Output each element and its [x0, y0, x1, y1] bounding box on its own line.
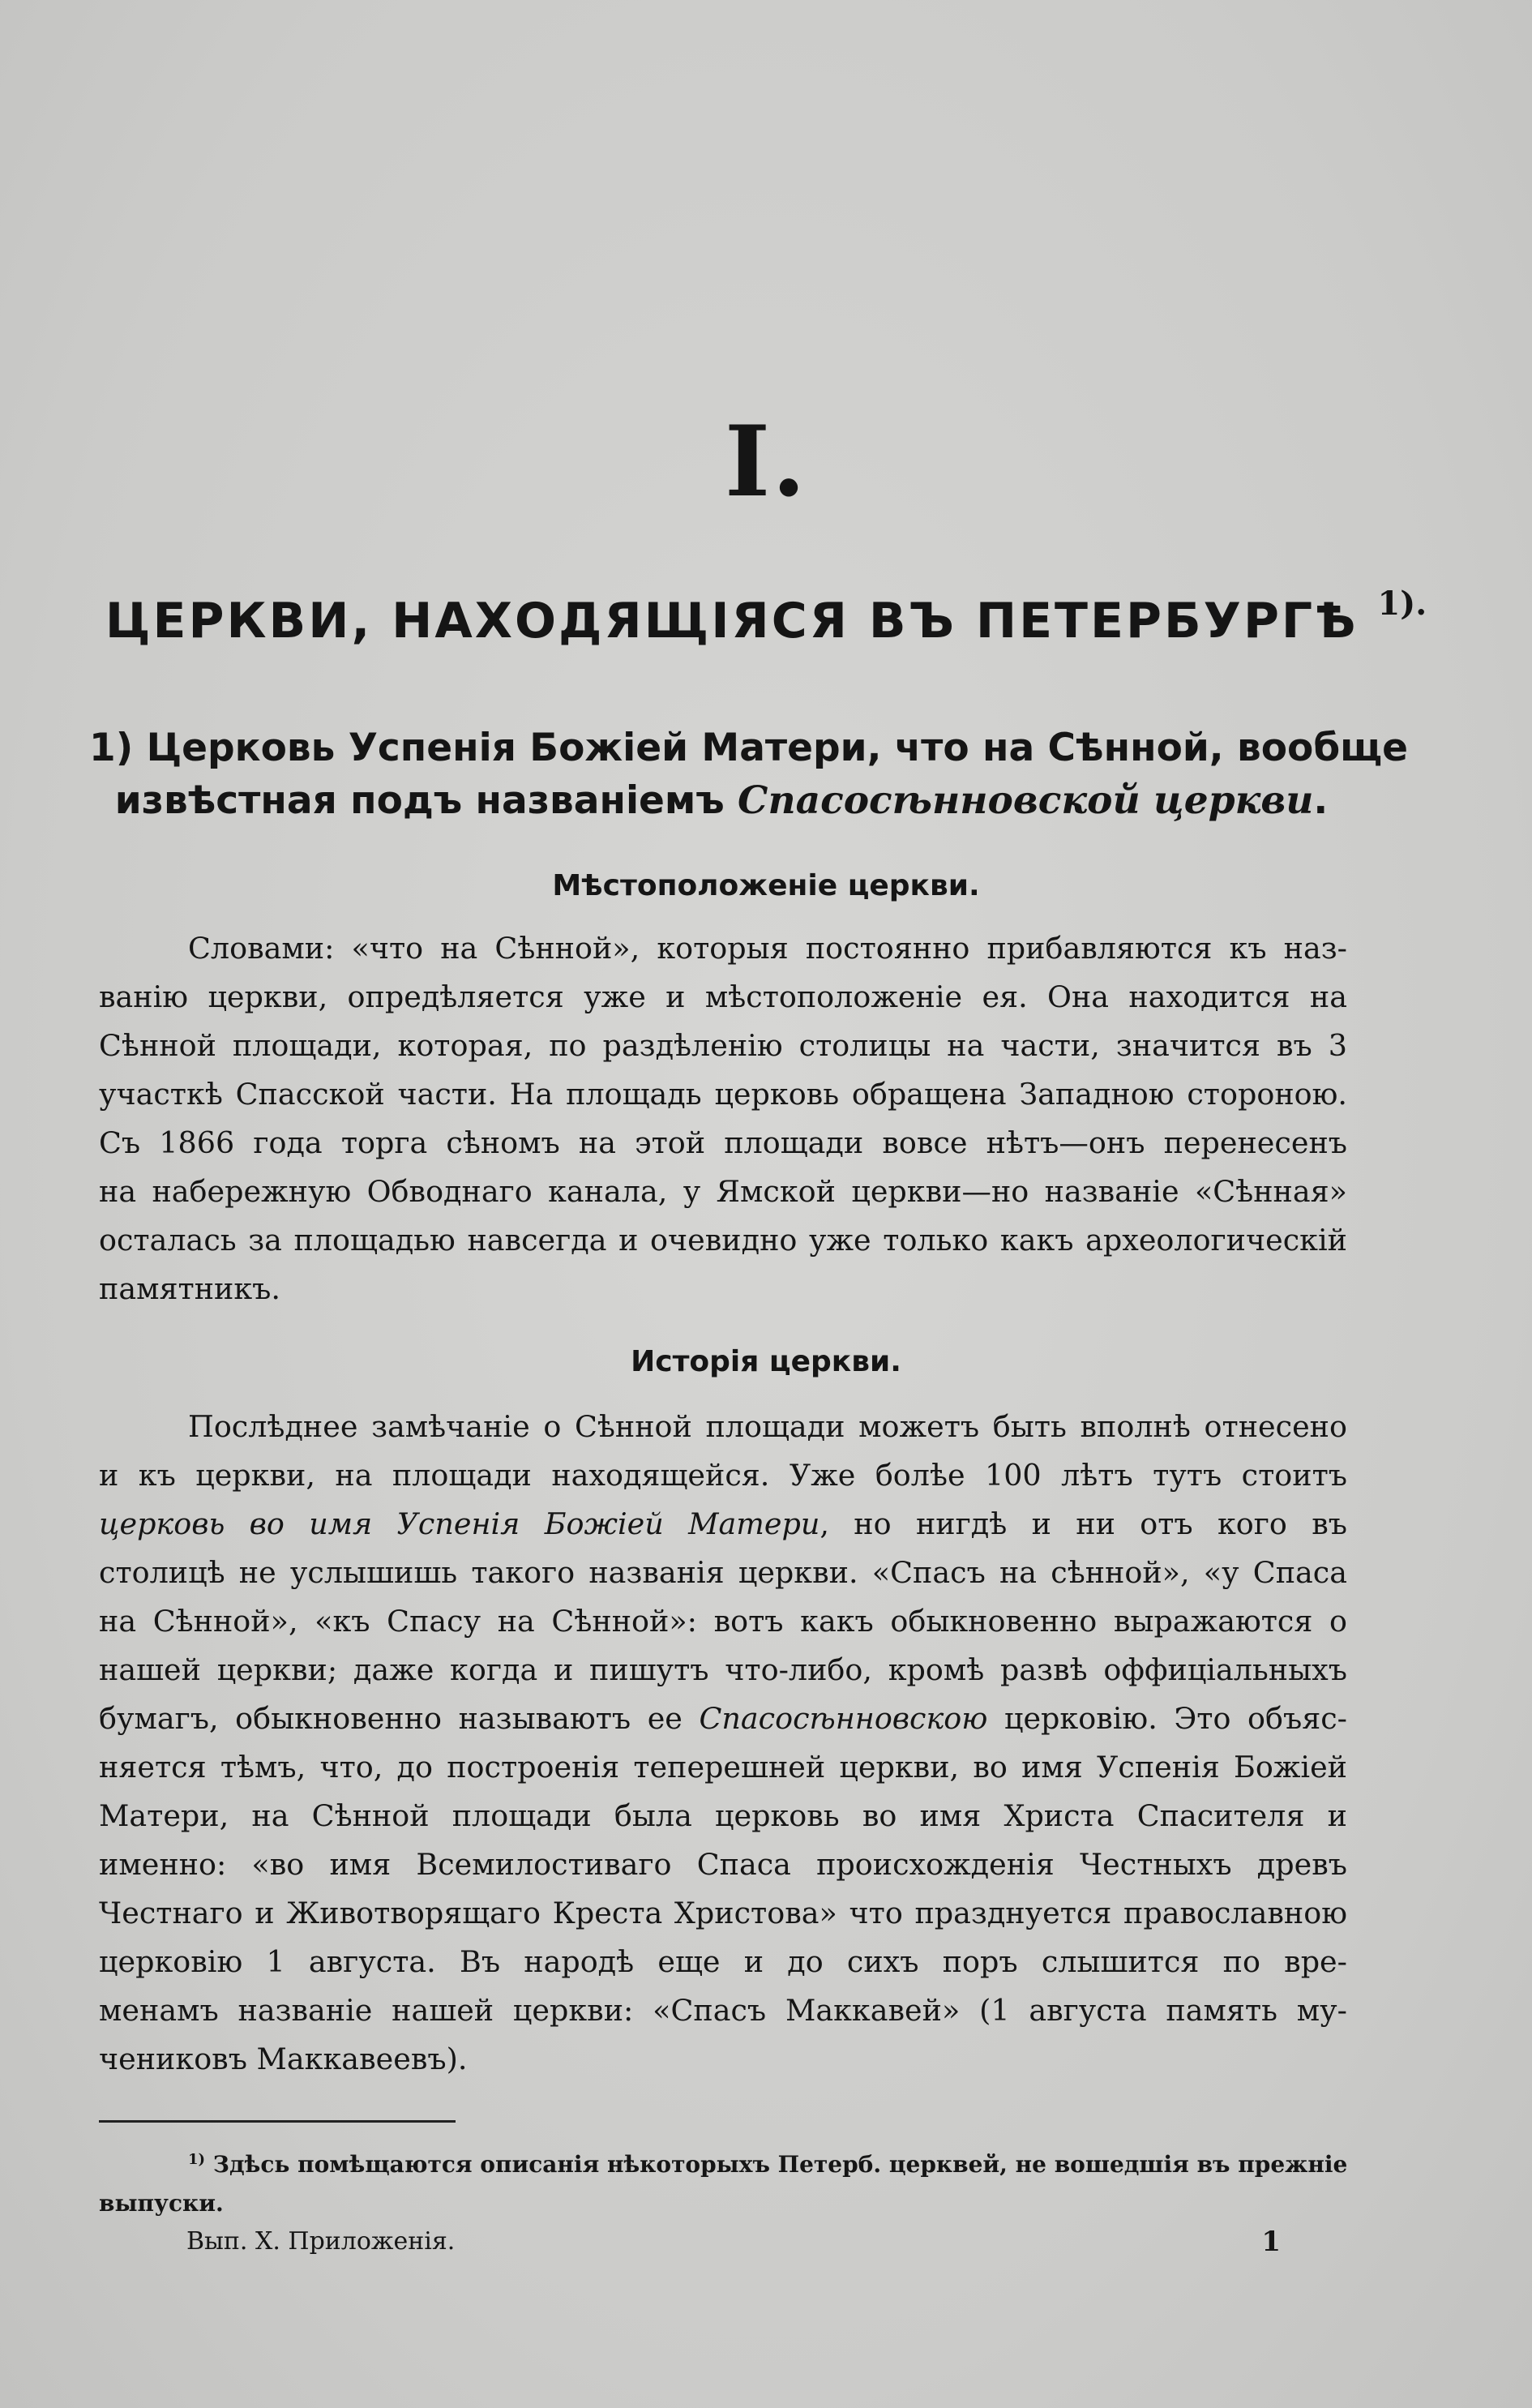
signature-mark: Вып. X. Приложенія.	[186, 2227, 456, 2256]
text-line: осталась за площадью навсегда и очевидно уже только какъ археологическій	[99, 1223, 1347, 1258]
chapter-numeral: I.	[725, 405, 807, 519]
italic-text: церковь во имя Успенія Божіей Матери	[99, 1506, 820, 1541]
section-heading-line2	[89, 774, 1354, 827]
text-line: церковію 1 августа. Въ народѣ еще и до сихъ поръ слышится по вре-	[99, 1944, 1347, 1979]
text-line: Съ 1866 года торга сѣномъ на этой площади вовсе нѣтъ—онъ перенесенъ	[99, 1125, 1347, 1160]
italic-text: Спасосѣнновскою	[699, 1701, 988, 1736]
footnote-text: Здѣсь помѣщаются описанія нѣкоторыхъ Петерб. церквей, не вошедшія въ прежніе	[212, 2151, 1348, 2178]
text-line: памятникъ.	[99, 1271, 280, 1306]
chapter-title-footnote-mark: 1).	[1377, 585, 1427, 623]
chapter-title	[0, 568, 1532, 658]
text-line: на Сѣнной», «къ Спасу на Сѣнной»: вотъ какъ обыкновенно выражаются о	[99, 1604, 1347, 1639]
section-title-italic: Спасосѣнновской церкви	[738, 778, 1314, 823]
text-line	[99, 1500, 1347, 1549]
section-title-line1: Церковь Успенія Божіей Матери, что на Сѣнной, вообще	[146, 726, 1408, 770]
text-line: столицѣ не услышишь такого названія церкви. «Спасъ на сѣнной», «у Спаса	[99, 1555, 1347, 1590]
text-line: участкѣ Спасской части. На площадь церковь обращена Западною стороною.	[99, 1077, 1347, 1112]
section-heading-line1	[89, 722, 1408, 774]
text-line: и къ церкви, на площади находящейся. Уже болѣе 100 лѣтъ тутъ стоитъ	[99, 1458, 1347, 1493]
text-line: Послѣднее замѣчаніе о Сѣнной площади можетъ быть вполнѣ отнесено	[188, 1409, 1347, 1444]
section-title-line2: извѣстная подъ названіемъ	[114, 778, 738, 823]
text-line: Словами: «что на Сѣнной», которыя постоянно прибавляются къ наз-	[188, 931, 1347, 966]
location-paragraph	[99, 924, 1347, 1313]
text-line: Честнаго и Животворящаго Креста Христова» что празднуется православною	[99, 1896, 1347, 1930]
text-line: Матери, на Сѣнной площади была церковь во имя Христа Спасителя и	[99, 1798, 1347, 1833]
footnote	[99, 2140, 1347, 2223]
location-heading: Мѣстоположеніе церкви.	[552, 869, 980, 902]
footnote-line: выпуски.	[99, 2190, 224, 2217]
section-heading	[89, 722, 1408, 827]
text-line: чениковъ Маккавеевъ).	[99, 2042, 468, 2076]
text-line: Сѣнной площади, которая, по раздѣленію столицы на части, значится въ 3	[99, 1028, 1347, 1063]
history-paragraph	[99, 1403, 1347, 2084]
footnote-divider	[99, 2120, 456, 2123]
section-title-end: .	[1313, 778, 1329, 823]
text-run: бумагъ, обыкновенно называютъ ее	[99, 1701, 700, 1736]
text-line	[99, 1695, 1347, 1743]
text-line: няется тѣмъ, что, до построенія теперешней церкви, во имя Успенія Божіей	[99, 1750, 1347, 1785]
text-line: на набережную Обводнаго канала, у Ямской церкви—но названіе «Сѣнная»	[99, 1174, 1347, 1209]
text-line: менамъ названіе нашей церкви: «Спасъ Маккавей» (1 августа память му-	[99, 1993, 1347, 2028]
text-run: церковію. Это объяс-	[987, 1701, 1348, 1736]
history-heading: Исторія церкви.	[631, 1345, 901, 1378]
text-run: , но нигдѣ и ни отъ кого въ	[819, 1506, 1347, 1541]
text-line: именно: «во имя Всемилостиваго Спаса происхожденія Честныхъ древъ	[99, 1847, 1347, 1882]
page-number: 1	[1261, 2226, 1281, 2258]
text-line: нашей церкви; даже когда и пишутъ что-либо, кромѣ развѣ оффиціальныхъ	[99, 1652, 1347, 1687]
text-line: ванію церкви, опредѣляется уже и мѣстоположеніе ея. Она находится на	[99, 979, 1347, 1014]
footnote-mark: 1)	[188, 2151, 206, 2168]
section-number: 1)	[89, 726, 134, 770]
chapter-title-text: ЦЕРКВИ, НАХОДЯЩІЯСЯ ВЪ ПЕТЕРБУРГѢ	[105, 593, 1359, 649]
footnote-line	[99, 2140, 1347, 2184]
